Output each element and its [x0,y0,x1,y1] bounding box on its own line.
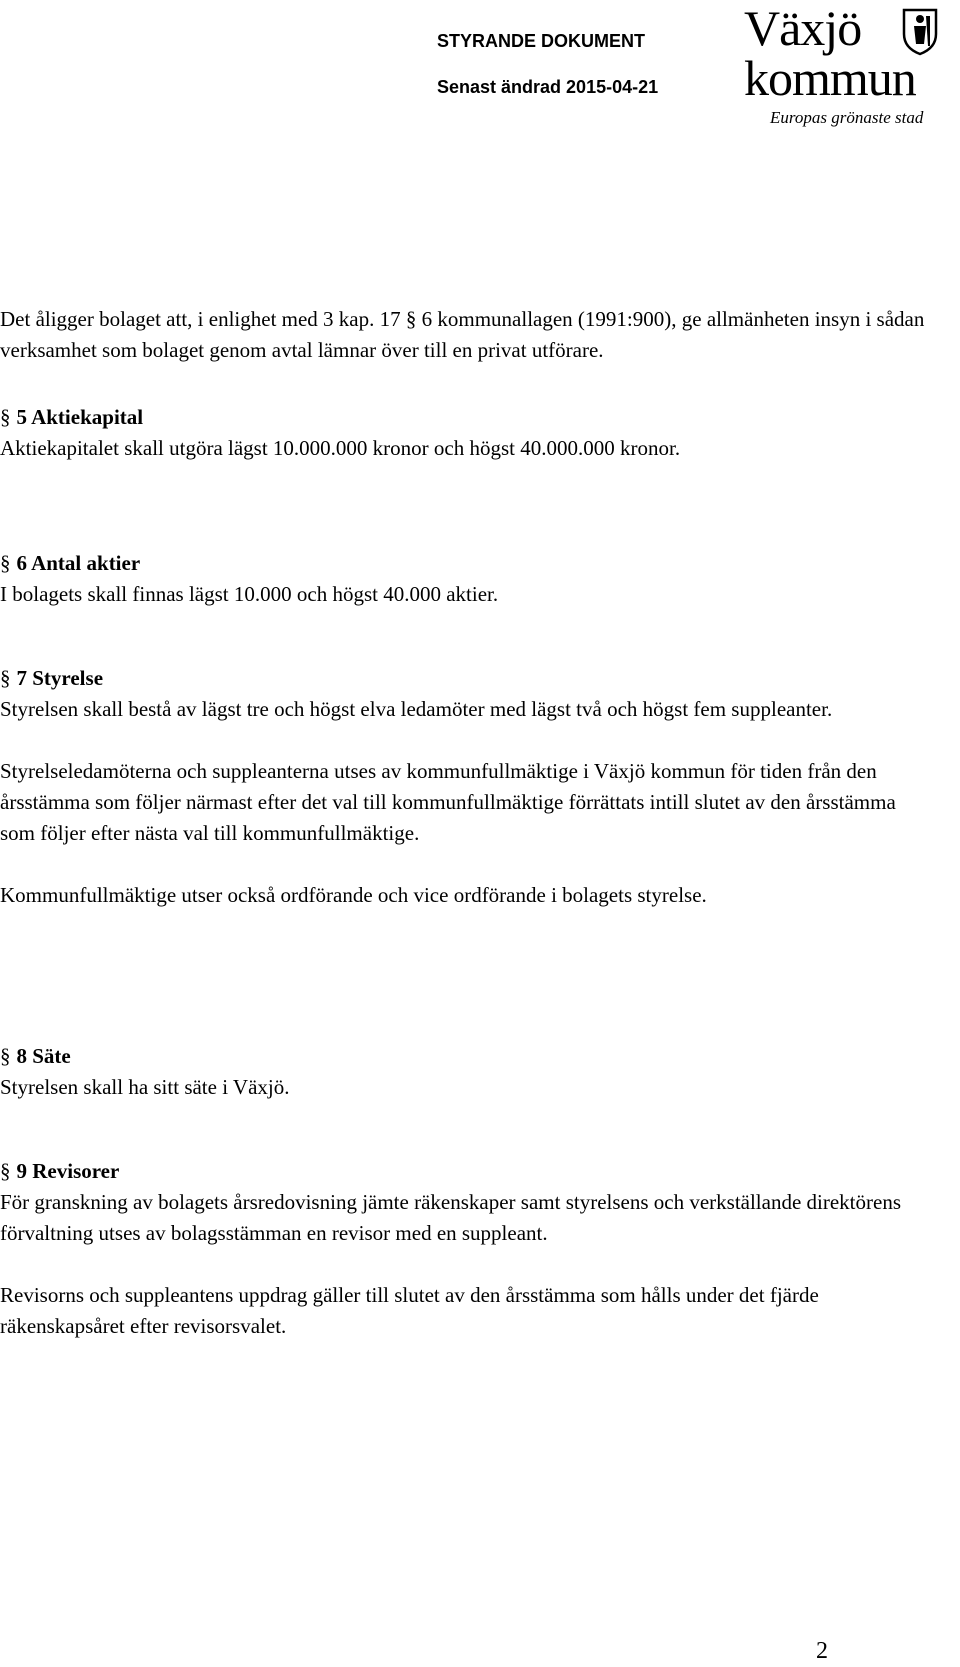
section-9 [0,1156,930,1342]
section-heading [0,1156,930,1187]
section-5 [0,402,930,464]
document-type: STYRANDE DOKUMENT [437,31,646,51]
intro-paragraph [0,304,930,366]
paragraph-symbol: § [0,1044,11,1068]
section-paragraph: Kommunfullmäktige utser också ordförande och vice ordförande i bolagets styrelse. [0,883,707,907]
logo-line-2: kommun [744,50,916,106]
last-changed-date: Senast ändrad 2015-04-21 [437,77,659,97]
section-title: 9 Revisorer [16,1159,120,1183]
section-heading [0,402,930,433]
section-paragraph: I bolagets skall finnas lägst 10.000 och högst 40.000 aktier. [0,582,499,606]
vaxjo-kommun-logo [740,0,960,140]
section-paragraph: Aktiekapitalet skall utgöra lägst 10.000.000 kronor och högst 40.000.000 kronor. [0,436,681,460]
section-heading [0,663,930,694]
paragraph-symbol: § [0,666,11,690]
section-7 [0,663,930,911]
page-number: 2 [816,1638,828,1664]
section-paragraph: Styrelsen skall bestå av lägst tre och högst elva ledamöter med lägst två och högst fem suppleanter. [0,697,833,721]
section-paragraph: Styrelsen skall ha sitt säte i Växjö. [0,1075,290,1099]
header-meta [437,30,658,98]
section-paragraph: Styrelseledamöterna och suppleanterna utses av kommunfullmäktige i Växjö kommun för tiden från den årsstämma som följer närmast efter det val till kommunfullmäktige förrättats intill slutet av den årsstämma som följer efter nästa val till kommunfullmäktige. [0,759,896,845]
section-paragraph: Revisorns och suppleantens uppdrag gäller till slutet av den årsstämma som hålls under det fjärde räkenskapsåret efter revisorsvalet. [0,1283,819,1338]
paragraph-symbol: § [0,1159,11,1183]
paragraph-symbol: § [0,405,11,429]
logo-tagline: Europas grönaste stad [770,108,924,127]
section-title: 5 Aktiekapital [16,405,144,429]
section-6 [0,548,930,610]
intro-text: Det åligger bolaget att, i enlighet med 3 kap. 17 § 6 kommunallagen (1991:900), ge allmänheten insyn i sådan verksamhet som bolaget genom avtal lämnar över till en privat utförare. [0,307,925,362]
section-title: 7 Styrelse [16,666,104,690]
logo-line-1: Växjö [744,0,862,56]
section-title: 8 Säte [16,1044,71,1068]
section-heading [0,1041,930,1072]
paragraph-symbol: § [0,551,11,575]
section-title: 6 Antal aktier [16,551,141,575]
section-paragraph: För granskning av bolagets årsredovisning jämte räkenskaper samt styrelsens och verkställande direktörens förvaltning utses av bolagsstämman en revisor med en suppleant. [0,1190,902,1245]
city-crest-icon [900,6,940,56]
section-heading [0,548,930,579]
section-8 [0,1041,930,1103]
